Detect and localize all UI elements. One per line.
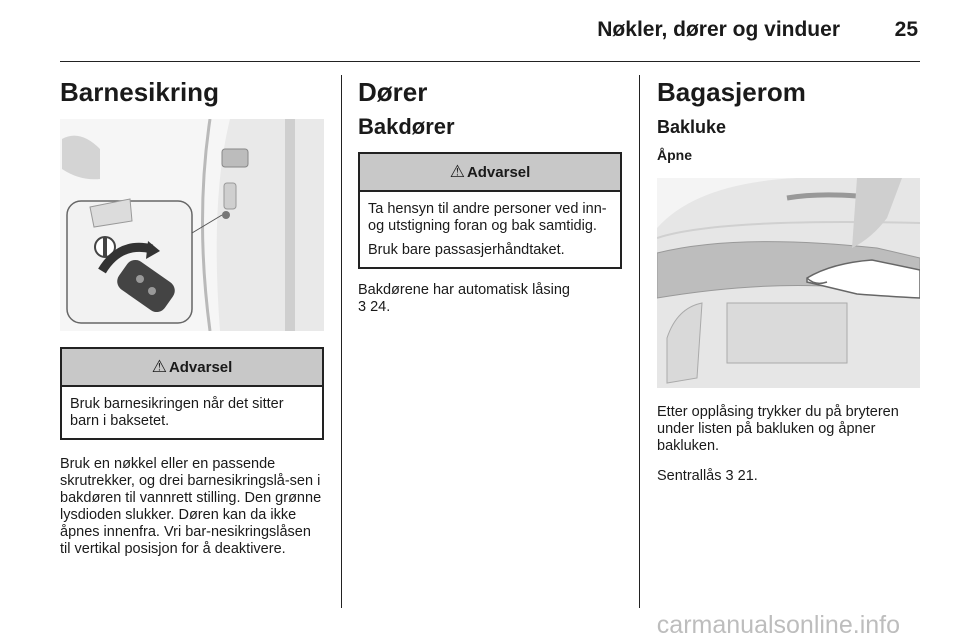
column-doors <box>358 72 622 316</box>
tailgate-illustration <box>657 178 920 388</box>
warning-text: Ta hensyn til andre personer ved inn- og utstigning foran og bak samtidig. <box>368 201 607 234</box>
column-luggage <box>657 72 920 485</box>
section-heading: Barnesikring <box>60 77 219 107</box>
warning-header <box>62 349 322 387</box>
page-reference-link[interactable]: 24. <box>370 299 391 315</box>
child-lock-illustration <box>60 119 324 331</box>
body-text-main: Bakdørene har automatisk låsing <box>358 282 570 298</box>
column-divider <box>341 75 342 608</box>
warning-title: Advarsel <box>168 358 233 376</box>
section-heading: Dører <box>358 77 428 107</box>
page-reference-link[interactable]: 21. <box>737 468 758 484</box>
watermark: carmanualsonline.info <box>656 611 900 639</box>
section-heading: Bagasjerom <box>657 77 806 107</box>
page-number: 25 <box>894 18 918 41</box>
warning-icon: ⚠ <box>449 162 465 181</box>
column-divider <box>639 75 640 608</box>
warning-text: Bruk barnesikringen når det sitter barn i baksetet. <box>70 396 284 429</box>
body-text-main: Sentrallås <box>657 468 722 484</box>
body-text <box>657 468 920 485</box>
warning-title: Advarsel <box>466 163 531 181</box>
warning-box <box>358 152 622 269</box>
warning-text: Bruk bare passasjerhåndtaket. <box>368 242 565 258</box>
minor-heading: Åpne <box>657 147 692 163</box>
subsection-heading: Bakluke <box>657 117 727 137</box>
subsection-heading: Bakdører <box>358 114 455 139</box>
body-text: Etter opplåsing trykker du på bryteren under listen på bakluken og åpner bakluken. <box>657 404 899 454</box>
header-divider <box>60 61 920 62</box>
warning-box <box>60 347 324 440</box>
page-ref-arrow-icon: 3 <box>358 299 367 315</box>
body-text: Bruk en nøkkel eller en passende skrutrekker, og drei barnesikringslå-sen i bakdøren til vannrett stilling. Den grønne lysdioden slukker. Døren kan da ikke åpnes innenfra. Vri bar-nesikringslåsen til vertikal posisjon for å deaktivere. <box>60 456 322 557</box>
warning-header <box>360 154 620 192</box>
body-text <box>358 282 622 316</box>
page-header-title: Nøkler, dører og vinduer <box>597 18 840 41</box>
column-child-lock <box>60 72 324 558</box>
page-ref-arrow-icon: 3 <box>725 468 734 484</box>
warning-icon: ⚠ <box>151 357 167 376</box>
